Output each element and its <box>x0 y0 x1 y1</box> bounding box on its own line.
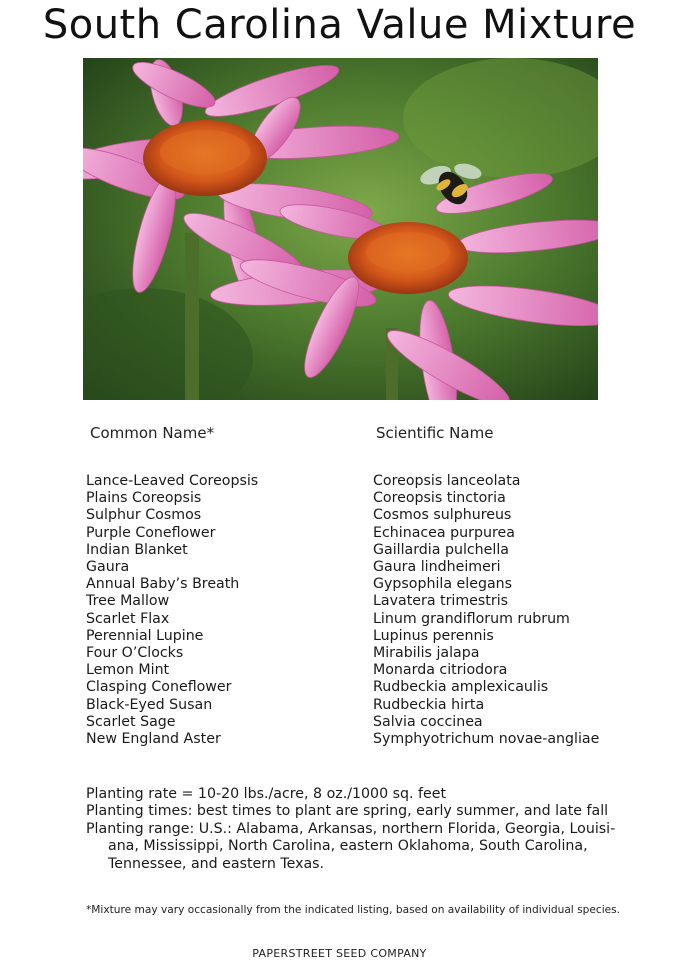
scientific-name-item: Echinacea purpurea <box>373 524 515 541</box>
company-name: PAPERSTREET SEED COMPANY <box>252 947 427 960</box>
scientific-name-item: Lupinus perennis <box>373 627 494 644</box>
planting-range: Planting range: U.S.: Alabama, Arkansas, northern Florida, Georgia, Louisi-ana, Mississippi, North Carolina, eastern Oklahoma, South Carolina, Tennessee, and eastern Texas. <box>86 820 616 872</box>
common-name-item: Clasping Coneflower <box>86 679 232 696</box>
planting-rate: Planting rate = 10-20 lbs./acre, 8 oz./1000 sq. feet <box>86 786 447 802</box>
common-name-list <box>86 473 258 748</box>
common-name-item: Purple Coneflower <box>86 524 216 541</box>
common-name-item: Lemon Mint <box>86 662 170 679</box>
scientific-name-item: Coreopsis tinctoria <box>373 490 506 507</box>
common-name-item: Four O’Clocks <box>86 645 184 662</box>
planting-times: Planting times: best times to plant are spring, early summer, and late fall <box>86 803 609 820</box>
planting-info <box>86 786 646 873</box>
common-name-item: Scarlet Sage <box>86 713 176 730</box>
scientific-name-item: Rudbeckia hirta <box>373 696 485 713</box>
scientific-name-item: Symphyotrichum novae-angliae <box>373 731 600 748</box>
scientific-name-item: Gaillardia pulchella <box>373 541 509 558</box>
common-name-item: Sulphur Cosmos <box>86 507 202 524</box>
common-name-item: Annual Baby’s Breath <box>86 576 240 593</box>
scientific-name-item: Salvia coccinea <box>373 713 483 730</box>
common-name-item: Plains Coreopsis <box>86 490 202 507</box>
scientific-name-item: Monarda citriodora <box>373 662 508 679</box>
scientific-name-item: Linum grandiflorum rubrum <box>373 610 570 627</box>
coneflower-photo <box>83 58 598 400</box>
scientific-name-item: Coreopsis lanceolata <box>373 473 521 489</box>
common-name-item: Lance-Leaved Coreopsis <box>86 473 259 489</box>
common-name-item: Black-Eyed Susan <box>86 696 213 713</box>
scientific-name-item: Gypsophila elegans <box>373 576 513 593</box>
scientific-name-list <box>373 473 599 748</box>
common-name-item: Tree Mallow <box>86 593 170 610</box>
scientific-name-item: Lavatera trimestris <box>373 593 509 610</box>
scientific-name-item: Rudbeckia amplexicaulis <box>373 679 549 696</box>
scientific-name-item: Cosmos sulphureus <box>373 507 512 524</box>
common-name-item: Indian Blanket <box>86 541 188 558</box>
common-name-header: Common Name* <box>90 424 215 442</box>
scientific-name-item: Gaura lindheimeri <box>373 559 501 576</box>
common-name-item: Perennial Lupine <box>86 627 204 644</box>
scientific-name-header: Scientific Name <box>376 424 494 442</box>
page-title: South Carolina Value Mixture <box>42 2 637 48</box>
common-name-item: Gaura <box>86 559 130 576</box>
scientific-name-item: Mirabilis jalapa <box>373 645 480 662</box>
common-name-item: New England Aster <box>86 731 221 748</box>
footnote: *Mixture may vary occasionally from the indicated listing, based on availability of individual species. <box>86 904 621 916</box>
common-name-item: Scarlet Flax <box>86 610 170 627</box>
